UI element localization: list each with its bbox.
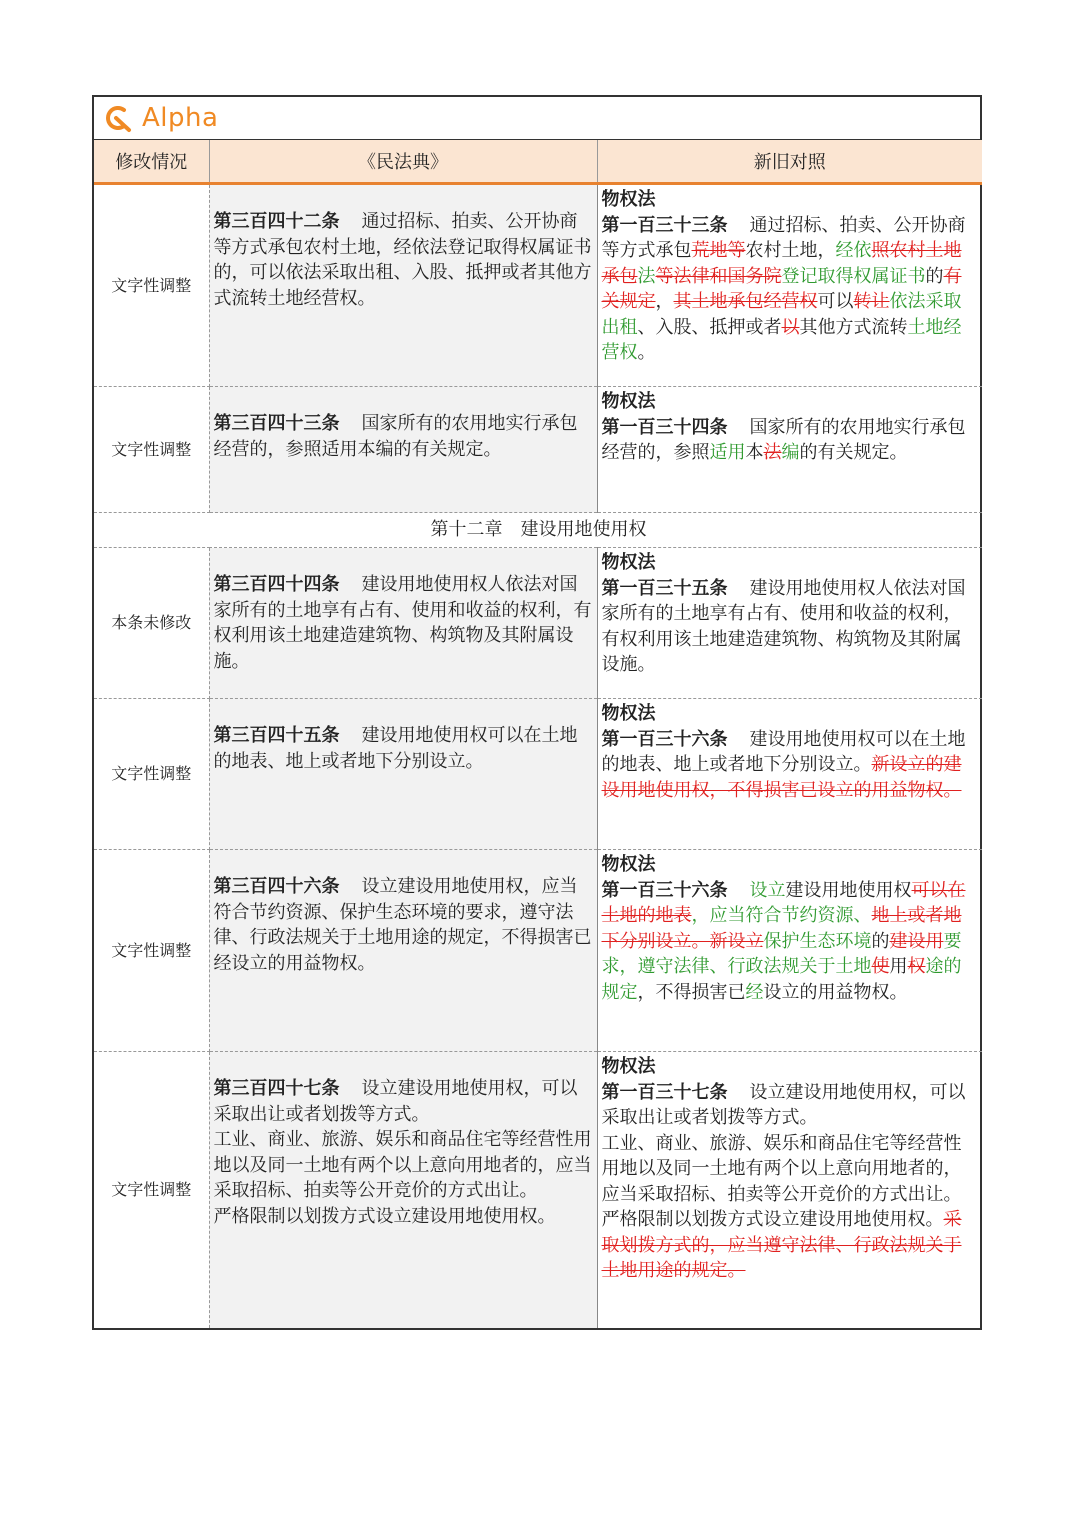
table-row	[94, 850, 982, 1052]
comparison-document	[92, 95, 982, 1330]
unchanged-text: 的有关规定。	[799, 442, 908, 463]
unchanged-text: 国家所有的农用地实行承包经营的，参照	[601, 416, 966, 463]
old-article-paragraph: 设立建设用地使用权，可以采取出让或者划拨等方式。	[601, 1081, 966, 1128]
article-text: 建设用地使用权人依法对国家所有的土地享有占有、使用和收益的权利，有权利用该土地建造建筑物、构筑物及其附属设施。	[213, 574, 592, 672]
article-text: 通过招标、拍卖、公开协商等方式承包农村土地，经依法登记取得权属证书的，可以依法采取出租、入股、抵押或者其他方式流转土地经营权。	[213, 211, 592, 309]
table-row	[94, 184, 982, 387]
added-text: 途的规定	[601, 956, 962, 1003]
deleted-text: 荒地等	[691, 240, 746, 261]
old-article-title: 第一百三十六条	[601, 728, 728, 750]
old-article-paragraph	[602, 1207, 980, 1284]
unchanged-text: 设立的用益物权。	[763, 981, 908, 1003]
unchanged-text: 的	[925, 265, 944, 287]
article-paragraph: 工业、商业、旅游、娱乐和商品住宅等经营性用地以及同一土地有两个以上意向用地者的，应当采取招标、拍卖等公开竞价的方式出让。	[213, 1129, 592, 1201]
unchanged-text: 。	[637, 342, 656, 363]
unchanged-text: ，	[655, 291, 674, 312]
chapter-title: 第十二章 建设用地使用权	[94, 513, 982, 548]
deleted-text: 地上或者地下分别设立。新设立	[601, 905, 962, 952]
table-row	[94, 699, 982, 850]
old-article-title: 第一百三十五条	[601, 577, 728, 599]
deleted-text: 法	[763, 442, 782, 463]
added-text: 土地经营权	[601, 316, 962, 363]
brand-header	[94, 97, 980, 140]
article-title: 第三百四十七条	[213, 1078, 340, 1099]
unchanged-text: 建设用地使用权	[785, 879, 912, 901]
unchanged-text: 通过招标、拍卖、公开协商等方式承包	[601, 214, 966, 261]
article-title: 第三百四十四条	[213, 574, 340, 595]
added-text: ，应当符合节约资源、	[691, 905, 872, 926]
added-text: 法	[637, 265, 656, 287]
added-text: 保护生态环境	[763, 930, 872, 952]
deleted-text: 新设立的建设用地使用权，不得损害已设立的用益物权。	[601, 754, 962, 801]
table-row	[94, 387, 982, 513]
deleted-text: 权	[907, 956, 926, 977]
article-text: 国家所有的农用地实行承包经营的，参照适用本编的有关规定。	[213, 413, 578, 460]
comparison-table	[94, 140, 982, 1328]
civil-code-cell	[209, 548, 597, 699]
old-article-title: 第一百三十四条	[601, 416, 728, 438]
added-text: 经	[745, 981, 764, 1003]
deleted-text: 照农村土地承包	[601, 240, 962, 287]
deleted-text: 有关规定	[601, 265, 962, 312]
deleted-text: 以	[781, 316, 800, 338]
unchanged-text: ，不得损害已	[637, 981, 746, 1003]
unchanged-text: 严格限制以划拨方式设立建设用地使用权。	[601, 1209, 944, 1230]
added-text: 要求，遵守法律、行政法规关于土地	[601, 930, 962, 977]
old-article-paragraph: 工业、商业、旅游、娱乐和商品住宅等经营性用地以及同一土地有两个以上意向用地者的，应当采取招标、拍卖等公开竞价的方式出让。	[601, 1132, 962, 1205]
deleted-text: 等法律和国务院	[655, 265, 782, 287]
old-article-title: 第一百三十七条	[601, 1081, 728, 1103]
article-title: 第三百四十二条	[213, 211, 340, 232]
status-cell: 文字性调整	[94, 850, 209, 1052]
old-law-name: 物权法	[601, 189, 656, 210]
unchanged-text: 建设用地使用权人依法对国家所有的土地享有占有、使用和收益的权利，有权利用该土地建造建筑物、构筑物及其附属设施。	[601, 577, 966, 675]
header-civil-code: 《民法典》	[209, 140, 597, 184]
unchanged-text: 用	[889, 956, 908, 977]
old-law-name: 物权法	[601, 854, 656, 875]
deleted-text: 可以在土地的地表	[601, 879, 966, 926]
civil-code-cell	[209, 850, 597, 1052]
unchanged-text: 、入股、抵押或者	[637, 316, 782, 338]
deleted-text: 其土地承包经营权	[673, 291, 818, 312]
status-cell: 文字性调整	[94, 699, 209, 850]
old-law-cell	[597, 850, 982, 1052]
status-cell: 文字性调整	[94, 184, 209, 387]
added-text: 设立	[749, 879, 786, 901]
civil-code-cell	[209, 1052, 597, 1328]
old-law-name: 物权法	[601, 391, 656, 412]
table-row	[94, 548, 982, 699]
old-law-cell	[597, 1052, 982, 1328]
old-law-name: 物权法	[601, 703, 656, 724]
deleted-text: 使	[871, 956, 890, 977]
old-law-cell	[597, 699, 982, 850]
status-cell: 本条未修改	[94, 548, 209, 699]
added-text: 适用	[709, 442, 746, 463]
old-law-cell	[597, 387, 982, 513]
added-text: 编	[781, 442, 800, 463]
article-paragraph: 设立建设用地使用权，可以采取出让或者划拨等方式。	[213, 1078, 578, 1125]
old-law-name: 物权法	[601, 1056, 656, 1077]
article-text: 设立建设用地使用权，应当符合节约资源、保护生态环境的要求，遵守法律、行政法规关于土地用途的规定，不得损害已经设立的用益物权。	[213, 876, 592, 974]
unchanged-text: 本	[745, 442, 764, 463]
status-cell: 文字性调整	[94, 387, 209, 513]
article-title: 第三百四十三条	[213, 413, 340, 434]
civil-code-cell	[209, 387, 597, 513]
added-text: 经依	[835, 240, 872, 261]
alpha-logo-icon	[102, 103, 132, 133]
table-row	[94, 1052, 982, 1328]
unchanged-text: 其他方式流转	[799, 316, 908, 338]
deleted-text: 建设用	[889, 930, 944, 952]
header-comparison: 新旧对照	[597, 140, 982, 184]
civil-code-cell	[209, 699, 597, 850]
deleted-text: 采取划拨方式的，应当遵守法律、行政法规关于土地用途的规定。	[601, 1209, 962, 1281]
brand-name: Alpha	[142, 103, 219, 133]
table-header-row	[94, 140, 982, 184]
unchanged-text: 可以	[817, 291, 854, 312]
unchanged-text: 的	[871, 930, 890, 952]
status-cell: 文字性调整	[94, 1052, 209, 1328]
article-title: 第三百四十五条	[213, 725, 340, 746]
old-article-title: 第一百三十三条	[601, 214, 728, 236]
added-text: 登记取得权属证书	[781, 265, 926, 287]
old-law-cell	[597, 184, 982, 387]
unchanged-text: 建设用地使用权可以在土地的地表、地上或者地下分别设立。	[601, 728, 966, 775]
civil-code-cell	[209, 184, 597, 387]
article-paragraph: 严格限制以划拨方式设立建设用地使用权。	[213, 1205, 556, 1227]
old-article-title: 第一百三十六条	[601, 879, 728, 901]
unchanged-text: 农村土地，	[745, 240, 836, 261]
article-title: 第三百四十六条	[213, 876, 340, 897]
old-law-cell	[597, 548, 982, 699]
old-law-name: 物权法	[601, 552, 656, 573]
deleted-text: 转让	[853, 291, 890, 312]
chapter-row	[94, 513, 982, 548]
old-article-text	[602, 215, 966, 364]
header-status: 修改情况	[94, 140, 209, 184]
added-text: 依法采取出租	[601, 291, 962, 338]
article-text: 建设用地使用权可以在土地的地表、地上或者地下分别设立。	[213, 725, 578, 772]
